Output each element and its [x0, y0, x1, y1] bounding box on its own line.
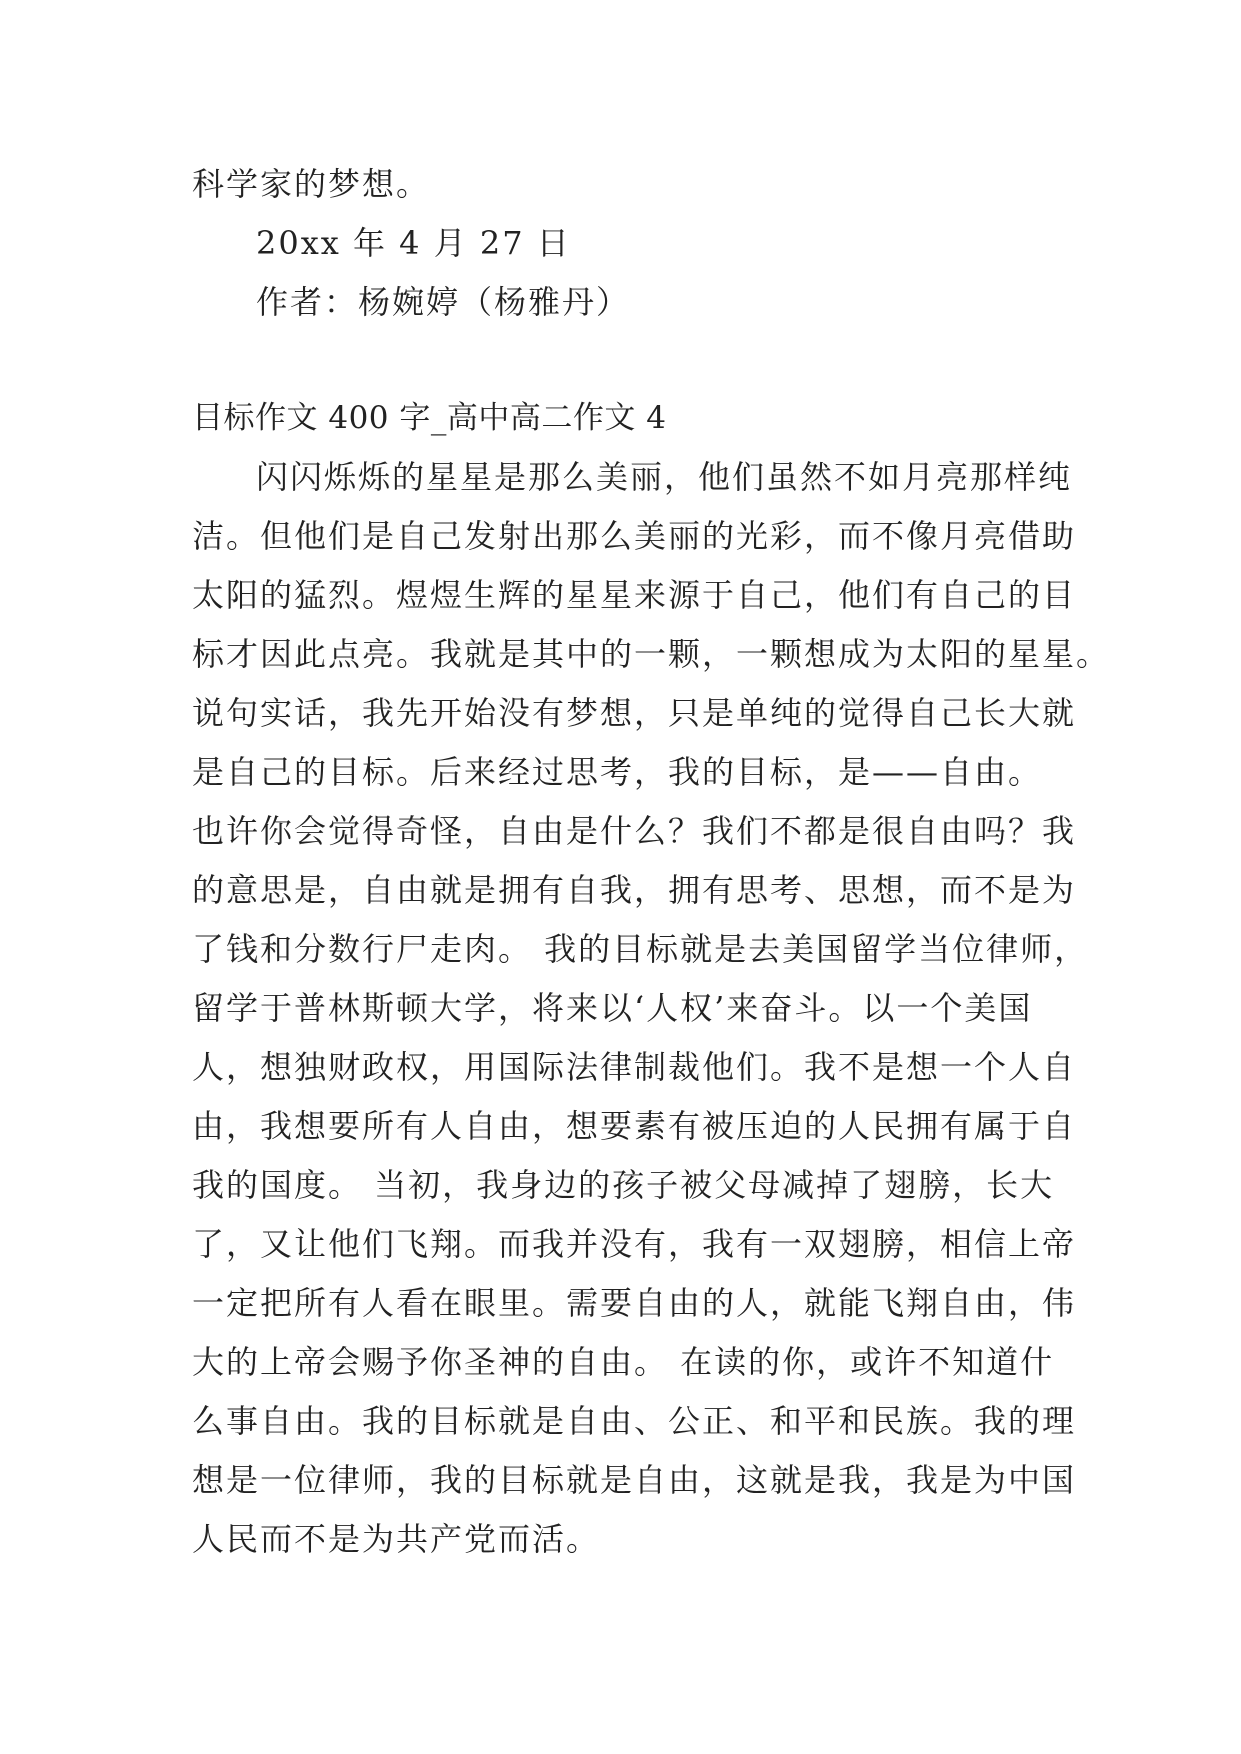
essay-title: 目标作文 400 字_高中高二作文 4 [192, 400, 667, 436]
paragraph-line: 想是一位律师，我的目标就是自由，这就是我，我是为中国 [192, 1461, 1077, 1499]
paragraph-line: 闪闪烁烁的星星是那么美丽，他们虽然不如月亮那样纯 [256, 458, 1073, 496]
paragraph-line: 标才因此点亮。我就是其中的一颗，一颗想成为太阳的星星。 [192, 635, 1111, 673]
date-line: 20xx 年 4 月 27 日 [256, 224, 571, 262]
continuation-text: 科学家的梦想。 [192, 165, 431, 203]
paragraph-line: 人民而不是为共产党而活。 [192, 1520, 601, 1558]
paragraph-line: 说句实话，我先开始没有梦想，只是单纯的觉得自己长大就 [192, 694, 1077, 732]
paragraph-line: 一定把所有人看在眼里。需要自由的人，就能飞翔自由，伟 [192, 1284, 1077, 1322]
paragraph-line: 我的国度。 当初，我身边的孩子被父母减掉了翅膀，长大 [192, 1166, 1055, 1204]
paragraph-line: 由，我想要所有人自由，想要素有被压迫的人民拥有属于自 [192, 1107, 1077, 1145]
paragraph-line: 了，又让他们飞翔。而我并没有，我有一双翅膀，相信上帝 [192, 1225, 1077, 1263]
paragraph-line: 的意思是，自由就是拥有自我，拥有思考、思想，而不是为 [192, 871, 1077, 909]
paragraph-line: 是自己的目标。后来经过思考，我的目标，是——自由。 [192, 753, 1043, 791]
paragraph-line: 了钱和分数行尸走肉。 我的目标就是去美国留学当位律师， [192, 930, 1089, 968]
paragraph-line: 也许你会觉得奇怪，自由是什么？我们不都是很自由吗？我 [192, 812, 1077, 850]
paragraph-line: 留学于普林斯顿大学，将来以‘人权’来奋斗。以一个美国 [192, 989, 1033, 1027]
paragraph-line: 人，想独财政权，用国际法律制裁他们。我不是想一个人自 [192, 1048, 1077, 1086]
paragraph-line: 洁。但他们是自己发射出那么美丽的光彩，而不像月亮借助 [192, 517, 1077, 555]
paragraph-line: 大的上帝会赐予你圣神的自由。 在读的你，或许不知道什 [192, 1343, 1055, 1381]
paragraph-line: 么事自由。我的目标就是自由、公正、和平和民族。我的理 [192, 1402, 1077, 1440]
author-line: 作者：杨婉婷（杨雅丹） [256, 283, 631, 321]
paragraph-line: 太阳的猛烈。煜煜生辉的星星来源于自己，他们有自己的目 [192, 576, 1077, 614]
